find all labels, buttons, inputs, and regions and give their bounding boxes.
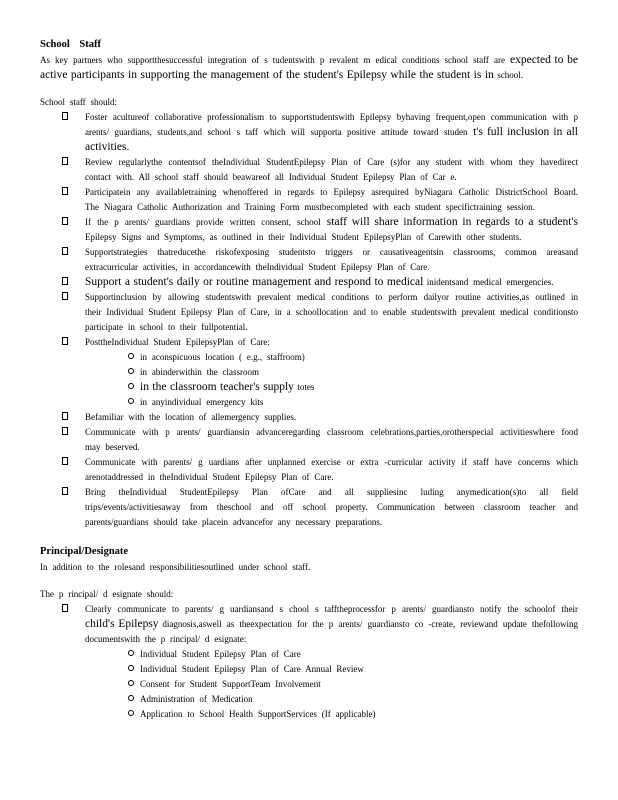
square-bullet-icon: [62, 277, 68, 285]
section-school-staff: [40, 38, 578, 529]
circle-bullet-icon: [128, 650, 134, 656]
square-bullet-icon: [62, 457, 68, 465]
circle-bullet-icon: [128, 383, 134, 389]
section-heading: School Staff: [40, 39, 101, 50]
text-run: Review regularlythe contentsof theIndividual StudentEpilepsy Plan of Care (s)for any student with whom they havedirect contact with. All school staff should beawareof all Individual Student Epilepsy Plan of Car e.: [85, 157, 578, 182]
text-run: Communicate with parents/ g uardians after unplanned exercise or extra -curricular activity if staff have concerns which arenotaddressed in theIndividual Student Epilepsy Plan of Care.: [85, 457, 578, 482]
sub-bullet-item: [40, 379, 578, 394]
square-bullet-icon: [62, 247, 68, 255]
bullet-item: [40, 334, 578, 349]
sub-bullet-item: [40, 349, 578, 364]
square-bullet-icon: [62, 187, 68, 195]
text-run: Individual Student Epilepsy Plan of Care: [140, 649, 301, 659]
text-run: Participatein any availabletraining whenoffered in regards to Epilepsy asrequired byNiagara Catholic DistrictSchool Board. The Niagara Catholic Authorization and Training Form mustbecompleted with each student specifictraining session.: [85, 187, 578, 212]
text-run: Bring theIndividual StudentEpilepsy Plan ofCare and all suppliesinc luding anymedication(s)to all field trips/events/activitiesaway from theschool and off school property. Communication between classroom teacher and parents/guardians should take placein advancefor any necessary preparations.: [85, 487, 578, 527]
text-run: staff will share information in regards to a student's: [326, 216, 579, 228]
square-bullet-icon: [62, 487, 68, 495]
circle-bullet-icon: [128, 695, 134, 701]
text-run: in the classroom teacher's supply: [140, 381, 298, 393]
section-heading: Principal/Designate: [40, 546, 129, 557]
text-run: Befamiliar with the location of allemergency supplies.: [85, 412, 297, 422]
text-run: inidentsand medical emergencies.: [426, 277, 554, 287]
square-bullet-icon: [62, 604, 68, 612]
text-run: diagnosis,aswell as theexpectation for the p arents/ guardiansto co -create, reviewand update thefollowing documentswith the p rincipal/ d esignate:: [85, 619, 578, 644]
bullet-item: [40, 601, 578, 646]
bullet-item: [40, 424, 578, 454]
bullet-list: [40, 109, 578, 529]
bullet-item: [40, 214, 578, 244]
text-run: PosttheIndividual Student EpilepsyPlan of Care:: [85, 337, 270, 347]
circle-bullet-icon: [128, 680, 134, 686]
text-run: t's full inclusion in all activities.: [85, 126, 578, 153]
text-run: Application to School Health SupportServices (If applicable): [140, 709, 376, 719]
sub-bullet-item: [40, 394, 578, 409]
bullet-list: [40, 601, 578, 721]
square-bullet-icon: [62, 157, 68, 165]
circle-bullet-icon: [128, 368, 134, 374]
circle-bullet-icon: [128, 665, 134, 671]
section-principal-designate: [40, 545, 578, 721]
square-bullet-icon: [62, 217, 68, 225]
square-bullet-icon: [62, 337, 68, 345]
section-paragraph: [40, 52, 578, 82]
circle-bullet-icon: [128, 398, 134, 404]
sub-bullet-item: [40, 661, 578, 676]
square-bullet-icon: [62, 112, 68, 120]
circle-bullet-icon: [128, 353, 134, 359]
bullet-item: [40, 484, 578, 529]
text-run: in abinderwithin the classroom: [140, 367, 260, 377]
text-run: school.: [497, 70, 523, 80]
text-run: in aconspicuous location ( e.g., staffroom): [140, 352, 305, 362]
text-run: Supportstrategies thatreducethe riskofexposing studentsto triggers or causativeagentsin classrooms, common areasand extracurricular activities, in accordancewith theIndividual Student Epilepsy Plan of Care.: [85, 247, 578, 272]
text-run: Epilepsy Signs and Symptoms, as outlined in their Individual Student EpilepsyPlan of Carewith other students.: [85, 232, 522, 242]
sub-bullet-item: [40, 676, 578, 691]
bullet-item: [40, 154, 578, 184]
text-run: If the p arents/ guardians provide written consent, school: [85, 217, 327, 227]
square-bullet-icon: [62, 292, 68, 300]
circle-bullet-icon: [128, 710, 134, 716]
text-run: Consent for Student SupportTeam Involvement: [140, 679, 321, 689]
text-run: As key partners who supportthesuccessful integration of s tudentswith p revalent m edical conditions school staff are: [40, 55, 510, 65]
bullet-item: [40, 184, 578, 214]
text-run: Supportinclusion by allowing studentswith prevalent medical conditions to perform dailyor routine activities,as outlined in their Individual Student Epilepsy Plan of Care, in a schoollocation and to enable studentswith prevalent medical conditionsto participate in school to their fullpotential.: [85, 292, 578, 332]
text-run: in anyindividual emergency kits: [140, 397, 264, 407]
bullet-item: [40, 109, 578, 154]
bullet-item: [40, 454, 578, 484]
text-run: Clearly communicate to parents/ g uardiansand s chool s tafftheprocessfor p arents/ guardiansto notify the schoolof their: [85, 604, 578, 614]
bullet-item: [40, 289, 578, 334]
bullet-item: [40, 274, 578, 289]
text-run: Individual Student Epilepsy Plan of Care Annual Review: [140, 664, 364, 674]
text-run: Communicate with p arents/ guardiansin advanceregarding classroom celebrations,parties,orotherspecial activitieswhere food may beserved.: [85, 427, 578, 452]
bullet-item: [40, 409, 578, 424]
text-run: Administration of Medication: [140, 694, 253, 704]
sub-bullet-item: [40, 706, 578, 721]
sub-bullet-item: [40, 646, 578, 661]
square-bullet-icon: [62, 412, 68, 420]
text-run: Foster acultureof collaborative professionalism to supportstudentswith Epilepsy byhaving frequent,open communication with p arents/ guardians, students,and school s taff which will supporta positive attitude toward studen: [85, 112, 578, 137]
text-run: totes: [297, 382, 315, 392]
text-run: In addition to the rolesand responsibilitiesoutlined under school staff.: [40, 562, 311, 572]
text-run: Support a student's daily or routine management and respond to medical: [85, 276, 427, 288]
square-bullet-icon: [62, 427, 68, 435]
list-intro: The p rincipal/ d esignate should:: [40, 589, 174, 599]
list-intro: School staff should:: [40, 97, 118, 107]
text-run: expected to be active participants in supporting the management of the student's Epilepsy while the student is in: [40, 54, 578, 81]
bullet-item: [40, 244, 578, 274]
sub-bullet-item: [40, 364, 578, 379]
sub-bullet-item: [40, 691, 578, 706]
text-run: child's Epilepsy: [85, 618, 163, 630]
section-paragraph: [40, 559, 578, 574]
